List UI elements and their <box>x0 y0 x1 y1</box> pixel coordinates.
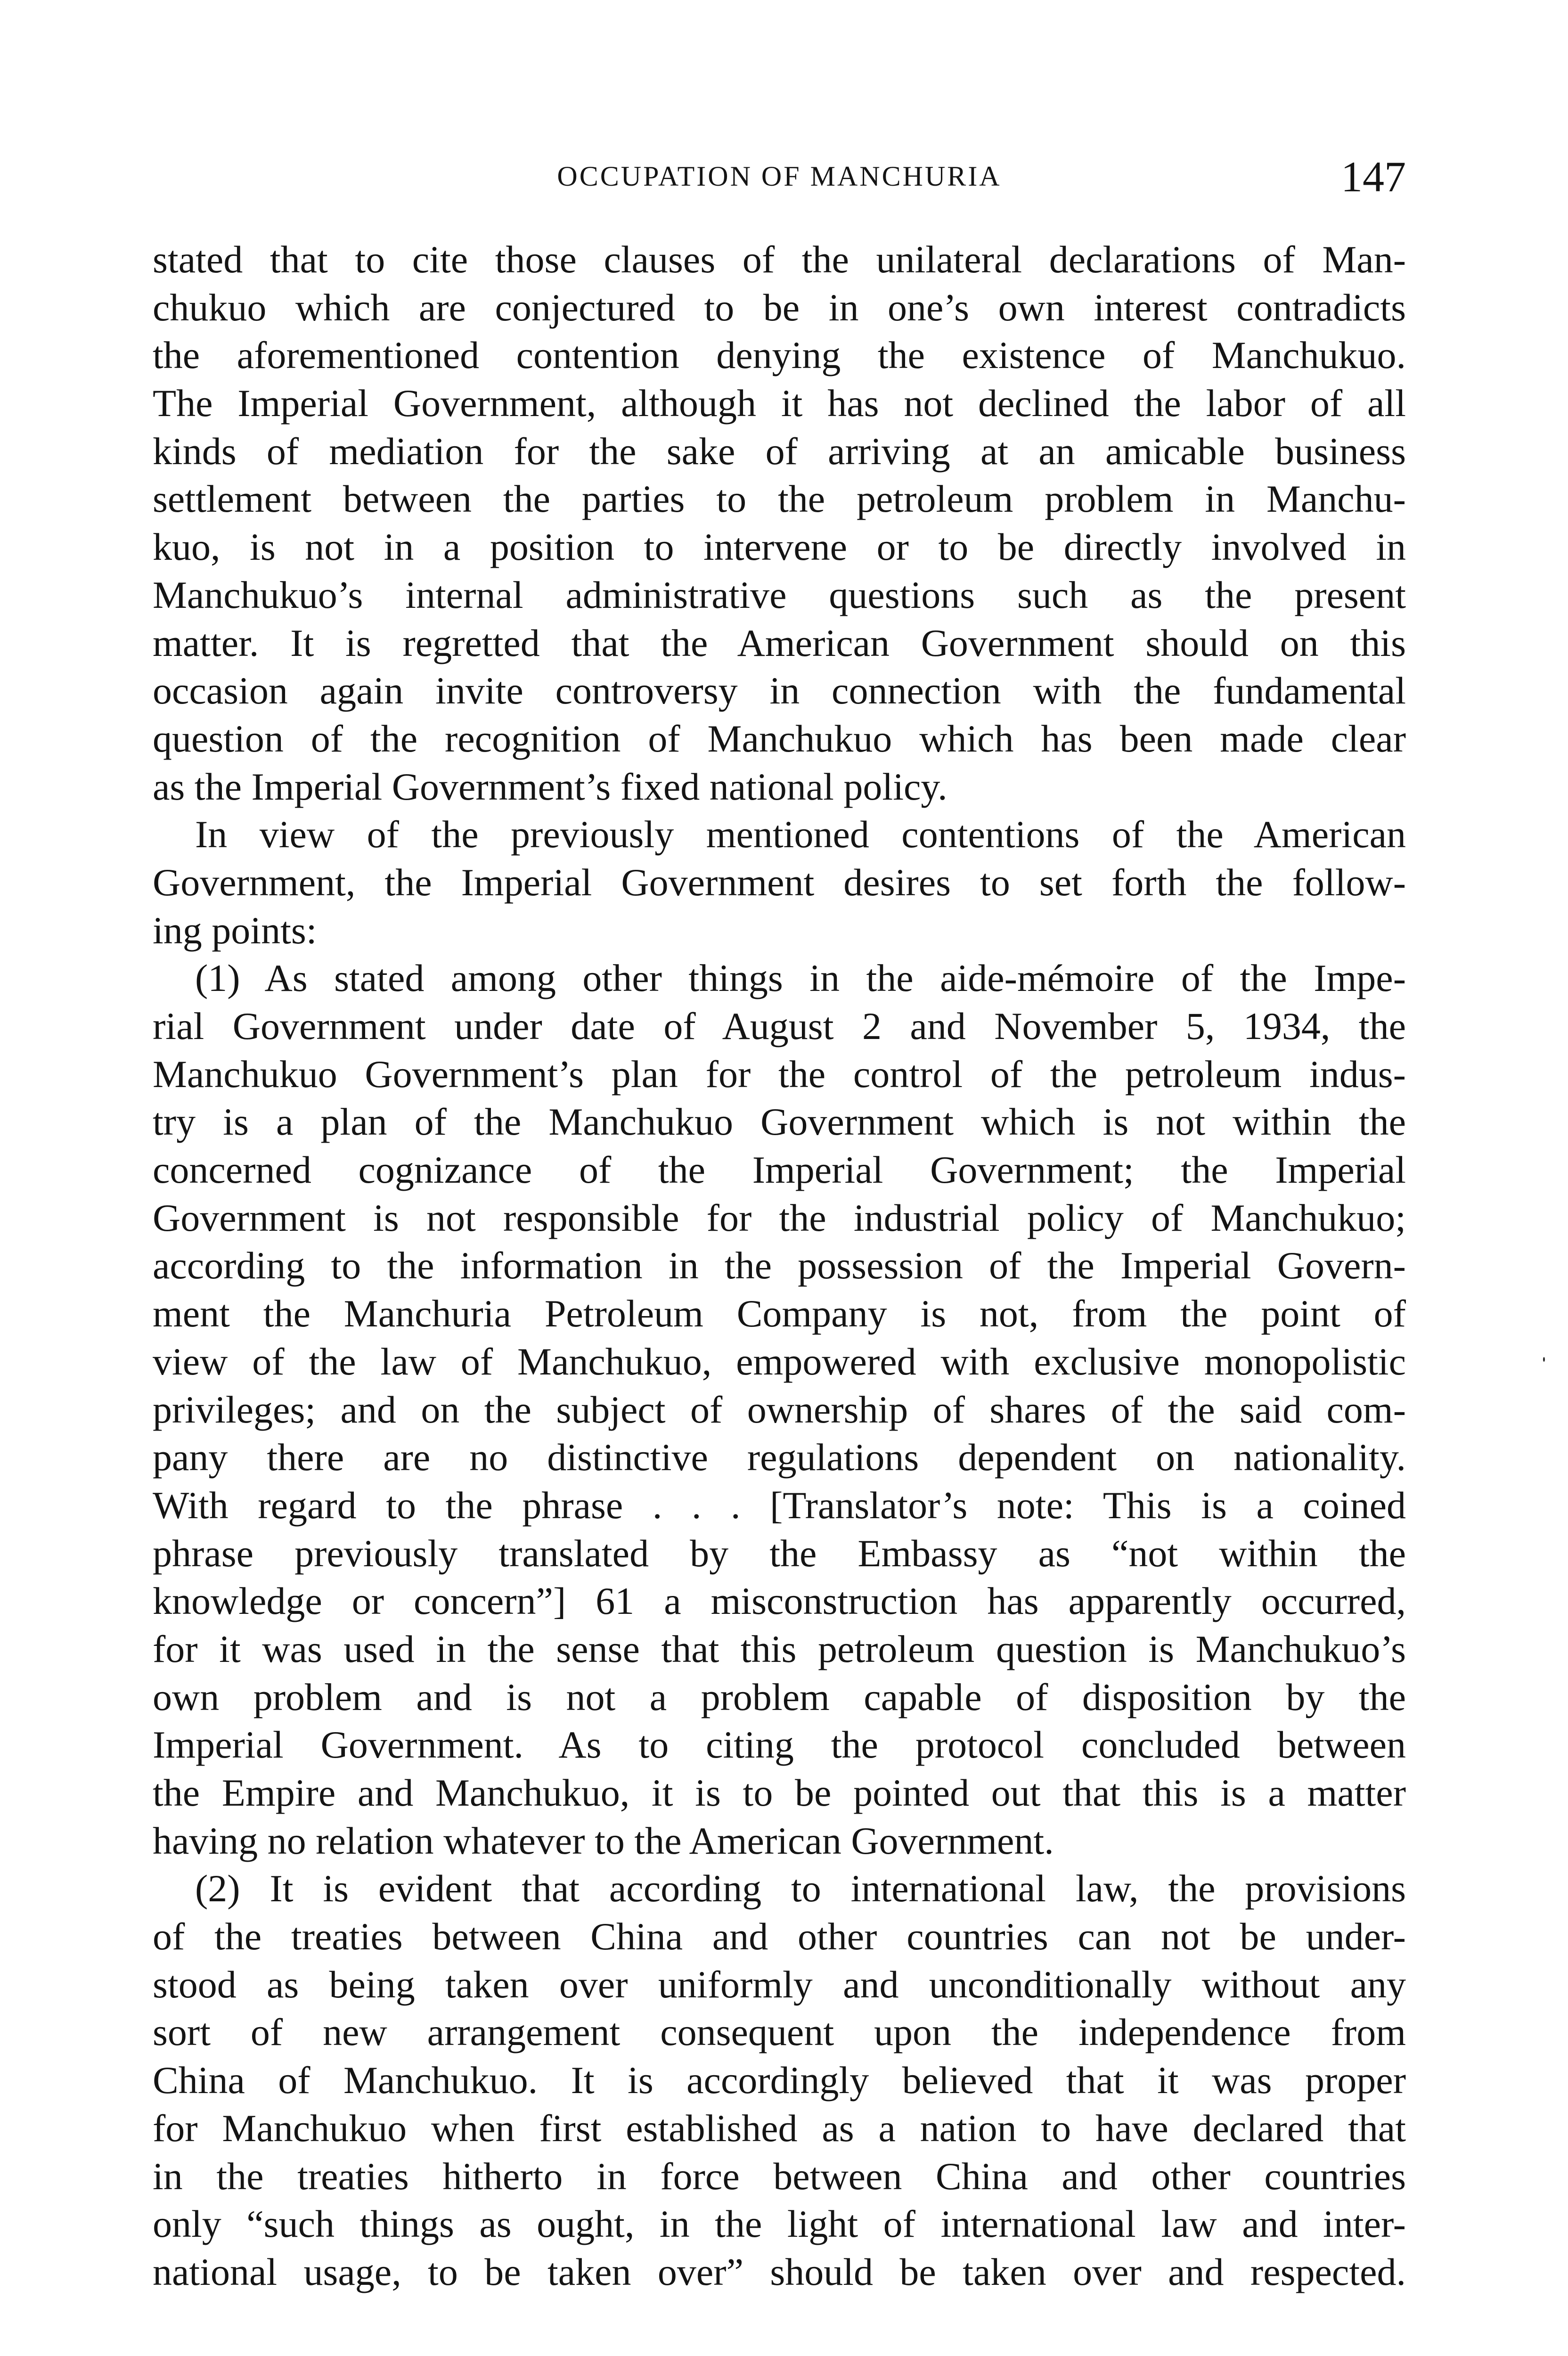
text-line: (1) As stated among other things in the aide-mémoire of the Impe- <box>195 957 1406 1000</box>
running-header <box>153 152 1406 208</box>
text-line: in the treaties hitherto in force between China and other countries <box>153 2154 1406 2198</box>
text-line: knowledge or concern”] 61 a misconstruction has apparently occurred, <box>153 1579 1406 1623</box>
text-line: The Imperial Government, although it has not declined the labor of all <box>153 382 1406 425</box>
text-line: having no relation whatever to the American Government. <box>153 1819 1054 1862</box>
text-line: according to the information in the possession of the Imperial Govern- <box>153 1244 1406 1287</box>
text-line: try is a plan of the Manchukuo Government which is not within the <box>153 1100 1406 1144</box>
text-line: Government is not responsible for the industrial policy of Manchukuo; <box>153 1196 1406 1239</box>
body-text <box>153 236 1406 2296</box>
text-line: In view of the previously mentioned contentions of the American <box>195 813 1406 856</box>
text-line: Imperial Government. As to citing the protocol concluded between <box>153 1723 1406 1767</box>
scan-speck <box>1543 1357 1545 1362</box>
text-line: stated that to cite those clauses of the unilateral declarations of Man- <box>153 238 1406 281</box>
text-line: as the Imperial Government’s fixed national policy. <box>153 765 947 808</box>
text-line: question of the recognition of Manchukuo which has been made clear <box>153 717 1406 760</box>
text-line: Government, the Imperial Government desires to set forth the follow- <box>153 860 1406 904</box>
text-line: stood as being taken over uniformly and unconditionally without any <box>153 1963 1406 2006</box>
text-line: the Empire and Manchukuo, it is to be pointed out that this is a matter <box>153 1771 1406 1814</box>
text-line: for it was used in the sense that this petroleum question is Manchukuo’s <box>153 1627 1406 1670</box>
text-line: chukuo which are conjectured to be in one’s own interest contradicts <box>153 286 1406 329</box>
text-line: kuo, is not in a position to intervene or to be directly involved in <box>153 525 1406 569</box>
text-line: sort of new arrangement consequent upon the independence from <box>153 2011 1406 2054</box>
text-line: kinds of mediation for the sake of arriving at an amicable business <box>153 429 1406 473</box>
text-line: the aforementioned contention denying the existence of Manchukuo. <box>153 334 1406 377</box>
text-line: privileges; and on the subject of ownership of shares of the said com- <box>153 1388 1406 1431</box>
text-line: China of Manchukuo. It is accordingly believed that it was proper <box>153 2059 1406 2102</box>
running-title: OCCUPATION OF MANCHURIA <box>557 161 1002 192</box>
text-line: Manchukuo Government’s plan for the control of the petroleum indus- <box>153 1052 1406 1096</box>
text-line: With regard to the phrase . . . [Translator’s note: This is a coined <box>153 1483 1406 1527</box>
text-line: ment the Manchuria Petroleum Company is not, from the point of <box>153 1292 1406 1335</box>
page-number: 147 <box>1341 153 1406 201</box>
text-line: ing points: <box>153 908 317 952</box>
text-line: matter. It is regretted that the American Government should on this <box>153 621 1406 664</box>
text-line: rial Government under date of August 2 and November 5, 1934, the <box>153 1005 1406 1047</box>
text-line: only “such things as ought, in the light of international law and inter- <box>153 2202 1406 2246</box>
text-line: view of the law of Manchukuo, empowered with exclusive monopolistic <box>153 1340 1406 1383</box>
text-line: occasion again invite controversy in connection with the fundamental <box>153 669 1406 712</box>
text-line: Manchukuo’s internal administrative questions such as the present <box>153 573 1406 616</box>
text-line: for Manchukuo when first established as a nation to have declared that <box>153 2106 1406 2150</box>
text-line: settlement between the parties to the petroleum problem in Manchu- <box>153 477 1406 521</box>
text-line: concerned cognizance of the Imperial Government; the Imperial <box>153 1148 1406 1192</box>
text-line: pany there are no distinctive regulations dependent on nationality. <box>153 1436 1406 1479</box>
text-line: phrase previously translated by the Embassy as “not within the <box>153 1531 1406 1575</box>
text-line: of the treaties between China and other countries can not be under- <box>153 1915 1406 1958</box>
text-line: own problem and is not a problem capable of disposition by the <box>153 1675 1406 1718</box>
text-line: (2) It is evident that according to international law, the provisions <box>195 1867 1406 1910</box>
text-line: national usage, to be taken over” should be taken over and respected. <box>153 2250 1406 2293</box>
